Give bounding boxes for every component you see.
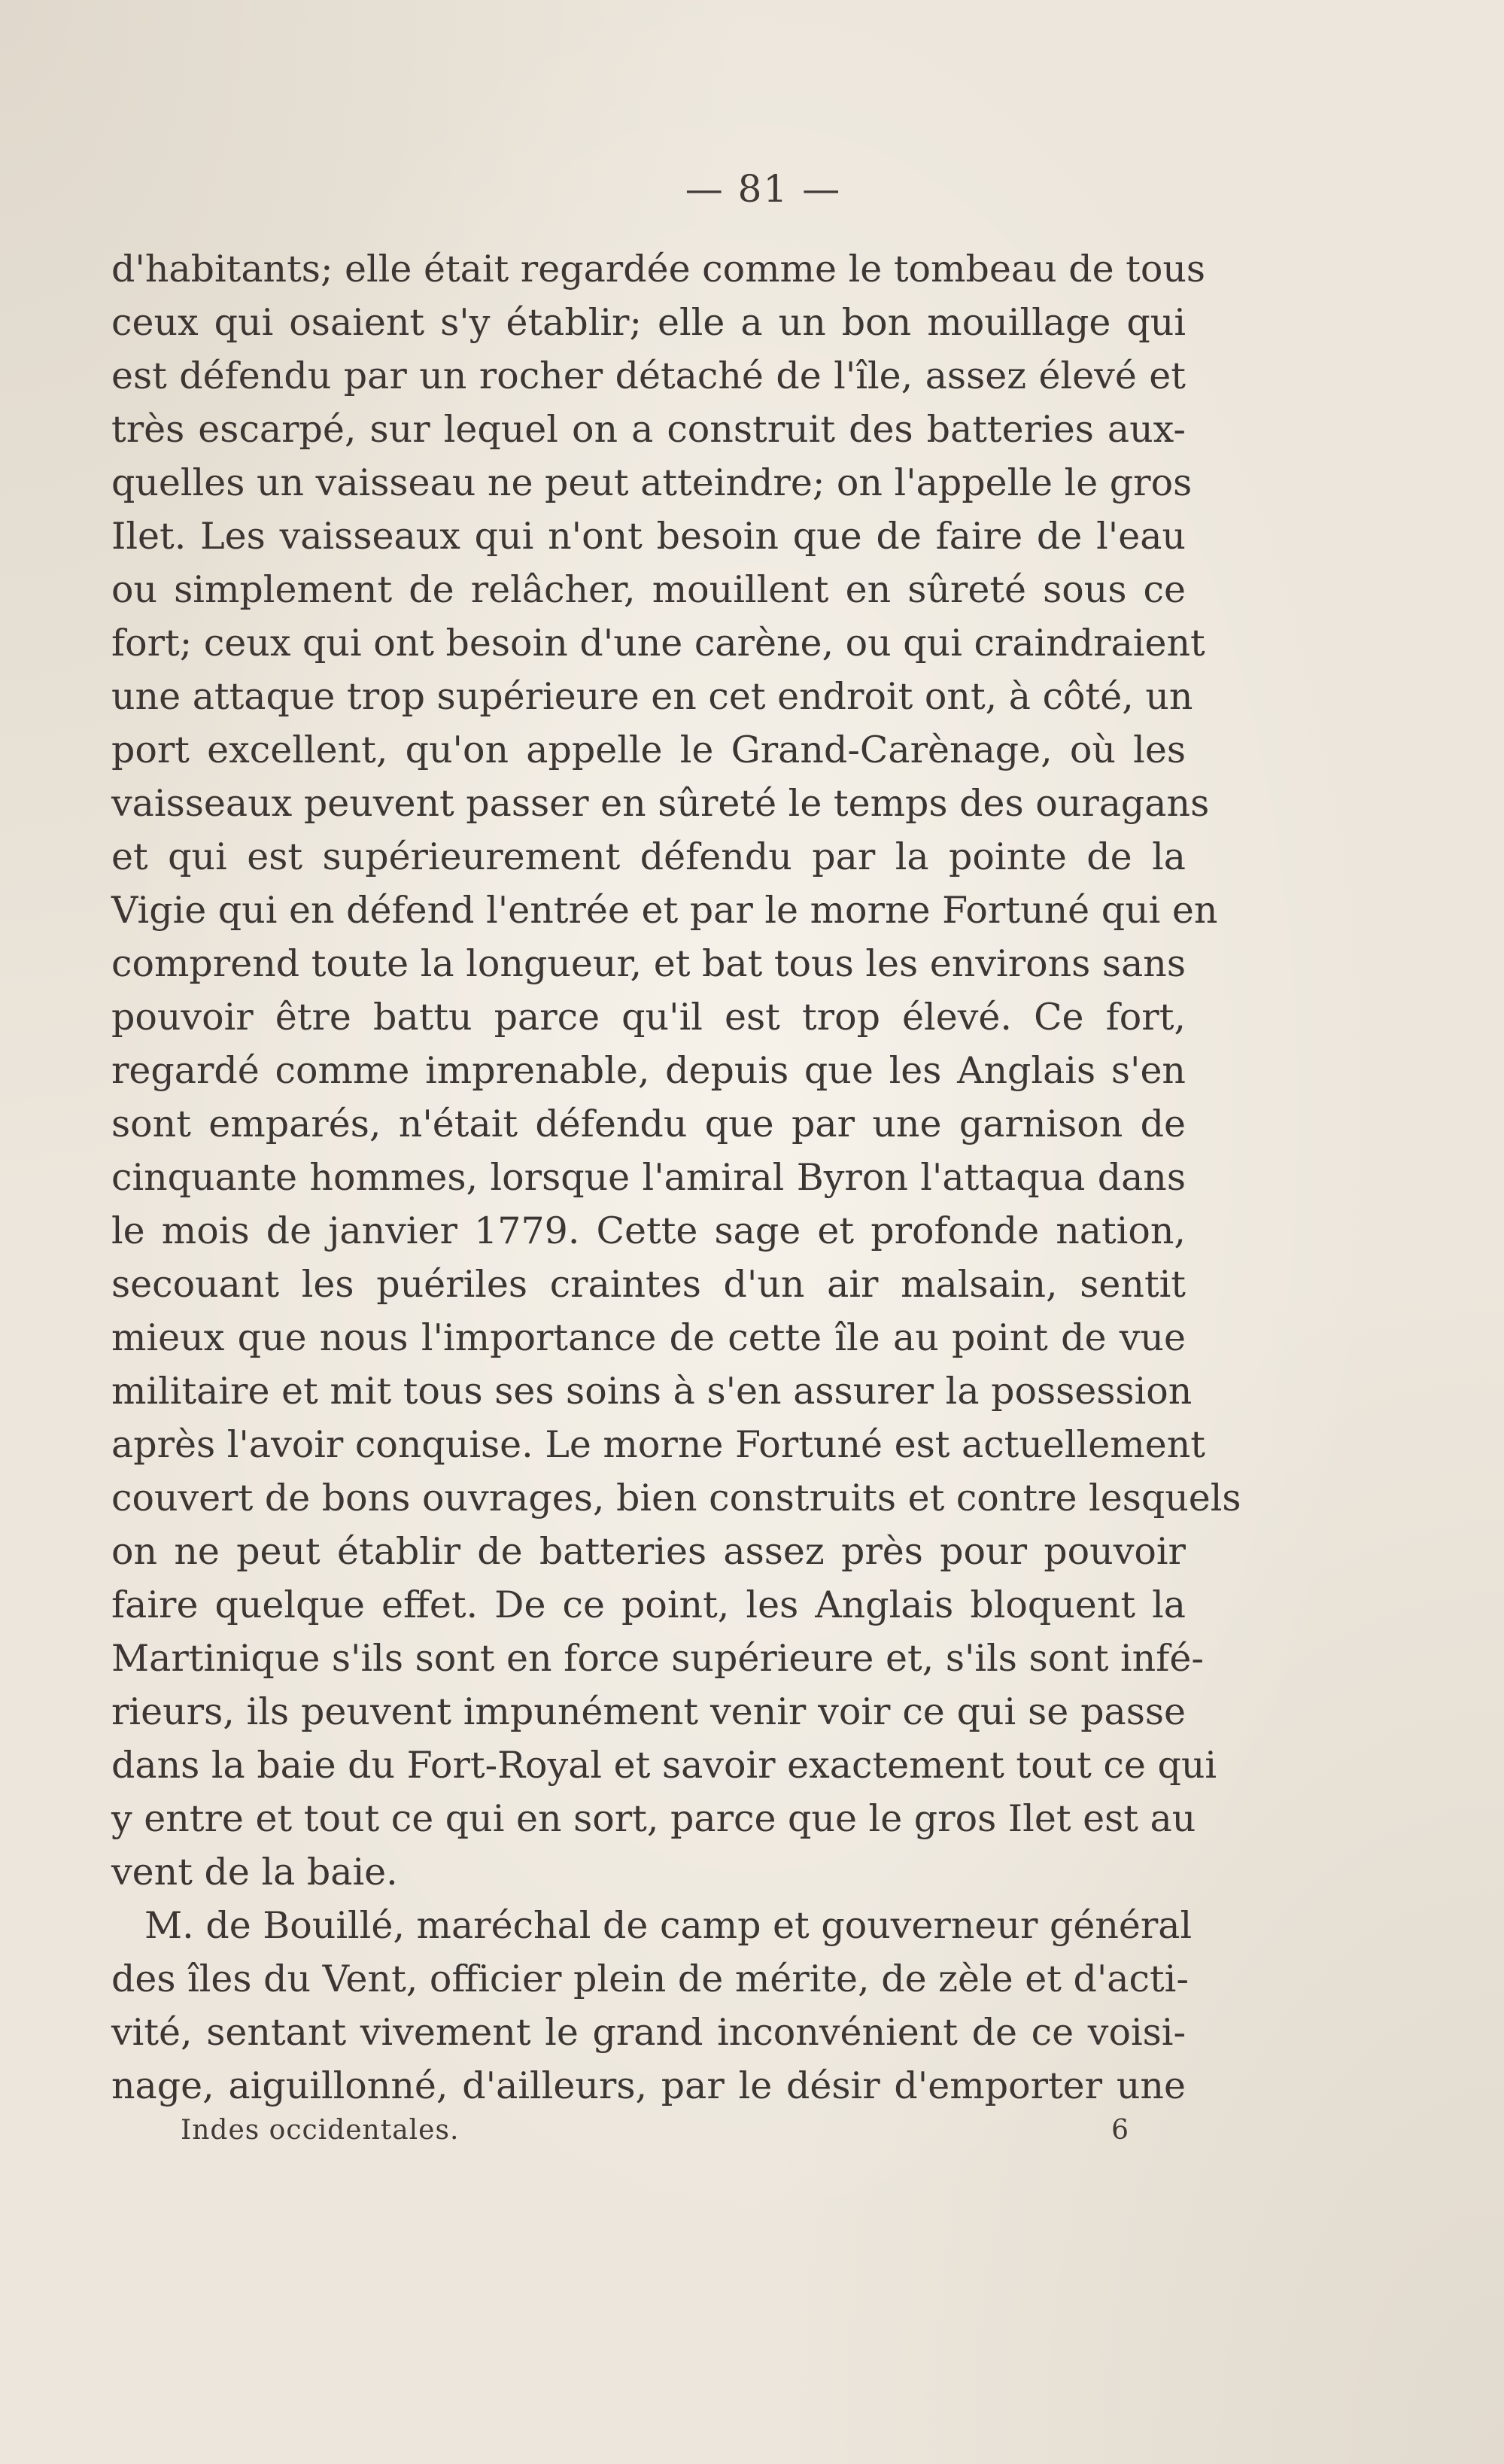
text-line: nage, aiguillonné, d'ailleurs, par le désir d'emporter une — [111, 2064, 1186, 2107]
text-line: et qui est supérieurement défendu par la pointe de la — [111, 835, 1186, 878]
body-text — [111, 242, 1241, 2113]
text-line: le mois de janvier 1779. Cette sage et profonde nation, — [111, 1209, 1186, 1252]
text-line: une attaque trop supérieure en cet endroit ont, à côté, un — [111, 675, 1193, 718]
text-line: Martinique s'ils sont en force supérieure et, s'ils sont infé- — [111, 1637, 1204, 1680]
text-line: port excellent, qu'on appelle le Grand-Carènage, où les — [111, 729, 1186, 771]
text-line: Ilet. Les vaisseaux qui n'ont besoin que de faire de l'eau — [111, 515, 1186, 558]
text-line: quelles un vaisseau ne peut atteindre; on l'appelle le gros — [111, 461, 1193, 504]
text-line: regardé comme imprenable, depuis que les Anglais s'en — [111, 1049, 1186, 1092]
text-line: après l'avoir conquise. Le morne Fortuné est actuellement — [111, 1423, 1205, 1466]
text-line: ceux qui osaient s'y établir; elle a un bon mouillage qui — [111, 301, 1186, 344]
page-number: — 81 — — [685, 167, 842, 211]
paragraph-end-line: vent de la baie. — [111, 1851, 398, 1894]
text-line: très escarpé, sur lequel on a construit des batteries aux- — [111, 408, 1186, 451]
text-line: d'habitants; elle était regardée comme le tombeau de tous — [111, 248, 1206, 291]
text-line: comprend toute la longueur, et bat tous les environs sans — [111, 942, 1186, 985]
signature-title: Indes occidentales. — [181, 2115, 460, 2146]
text-line: est défendu par un rocher détaché de l'île, assez élevé et — [111, 354, 1186, 397]
text-line: des îles du Vent, officier plein de mérite, de zèle et d'acti- — [111, 1958, 1189, 2000]
text-line: y entre et tout ce qui en sort, parce que le gros Ilet est au — [111, 1797, 1196, 1840]
paragraph-start-line: M. de Bouillé, maréchal de camp et gouverneur général — [144, 1904, 1193, 1947]
text-line: vité, sentant vivement le grand inconvénient de ce voisi- — [111, 2011, 1186, 2054]
text-line: fort; ceux qui ont besoin d'une carène, ou qui craindraient — [111, 622, 1205, 665]
text-line: rieurs, ils peuvent impunément venir voir ce qui se passe — [111, 1690, 1186, 1733]
text-line: pouvoir être battu parce qu'il est trop élevé. Ce fort, — [111, 996, 1186, 1039]
text-line: ou simplement de relâcher, mouillent en sûreté sous ce — [111, 568, 1186, 611]
text-line: militaire et mit tous ses soins à s'en assurer la possession — [111, 1370, 1193, 1413]
text-line: vaisseaux peuvent passer en sûreté le temps des ouragans — [111, 782, 1210, 825]
signature-number: 6 — [1111, 2115, 1129, 2146]
text-line: Vigie qui en défend l'entrée et par le morne Fortuné qui en — [111, 889, 1218, 932]
text-line: sont emparés, n'était défendu que par une garnison de — [111, 1103, 1186, 1145]
text-line: dans la baie du Fort-Royal et savoir exactement tout ce qui — [111, 1744, 1217, 1787]
text-line: on ne peut établir de batteries assez près pour pouvoir — [111, 1530, 1186, 1573]
text-line: faire quelque effet. De ce point, les Anglais bloquent la — [111, 1583, 1186, 1626]
text-line: couvert de bons ouvrages, bien construits et contre lesquels — [111, 1477, 1241, 1519]
text-line: secouant les puériles craintes d'un air malsain, sentit — [111, 1263, 1186, 1306]
text-line: mieux que nous l'importance de cette île au point de vue — [111, 1316, 1186, 1359]
text-line: cinquante hommes, lorsque l'amiral Byron l'attaqua dans — [111, 1156, 1186, 1199]
